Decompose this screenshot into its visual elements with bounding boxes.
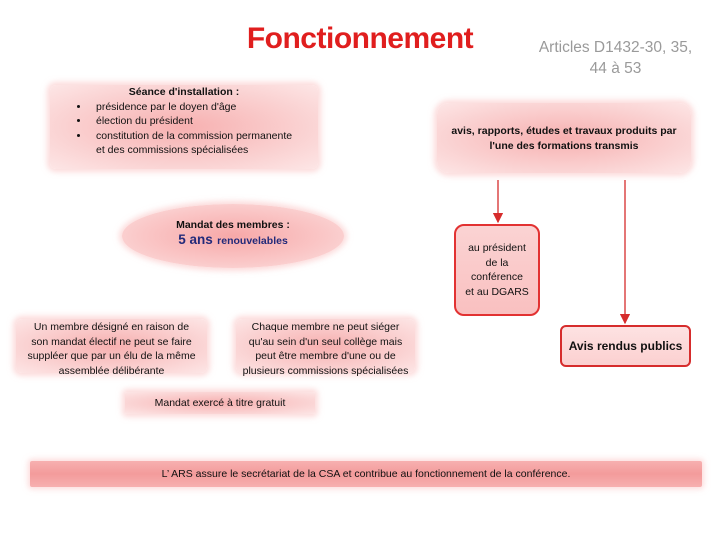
installation-item: • constitution de la commission permanente (90, 129, 312, 144)
avis-publics-box: Avis rendus publics (560, 325, 691, 367)
installation-item: • élection du président (90, 114, 312, 129)
president-line: au président (468, 242, 526, 254)
membre-designe-line: suppléer que par un élu de la même (27, 350, 196, 362)
avis-rapports-line: l'une des formations transmis (489, 139, 639, 152)
ars-secretariat-bar: L’ ARS assure le secrétariat de la CSA et contribue au fonctionnement de la conférence. (30, 461, 702, 487)
articles-line-2: 44 à 53 (589, 60, 642, 77)
chaque-membre-line: peut être membre d'une ou de (255, 350, 396, 362)
chaque-membre-line: Chaque membre ne peut siéger (251, 321, 400, 333)
articles-line-1: Articles D1432-30, 35, (538, 39, 693, 56)
avis-rapports-line: avis, rapports, études et travaux produits par (451, 125, 677, 137)
membre-designe-line: son mandat électif ne peut se faire (31, 335, 192, 348)
membre-designe-line: Un membre désigné en raison de (33, 321, 190, 333)
president-line: et au DGARS (465, 285, 529, 298)
chaque-membre-line: plusieurs commissions spécialisées (242, 364, 409, 377)
chaque-membre-line: qu'au sein d'un seul collège mais (248, 335, 403, 348)
membre-designe-line: assemblée délibérante (58, 364, 165, 377)
mandat-renewable: renouvelables (217, 235, 288, 247)
installation-heading: Séance d'installation : (128, 86, 240, 98)
mandat-membres-label: Mandat des membres : (176, 219, 290, 231)
page-title: Fonctionnement (246, 22, 474, 55)
installation-continuation: et des commissions spécialisées (96, 144, 249, 156)
installation-item: • présidence par le doyen d'âge (90, 100, 312, 115)
president-line: de la (485, 256, 509, 269)
president-line: conférence (471, 271, 523, 283)
mandat-gratuit-box: Mandat exercé à titre gratuit (125, 392, 315, 414)
mandat-duration: 5 ans (178, 232, 213, 247)
